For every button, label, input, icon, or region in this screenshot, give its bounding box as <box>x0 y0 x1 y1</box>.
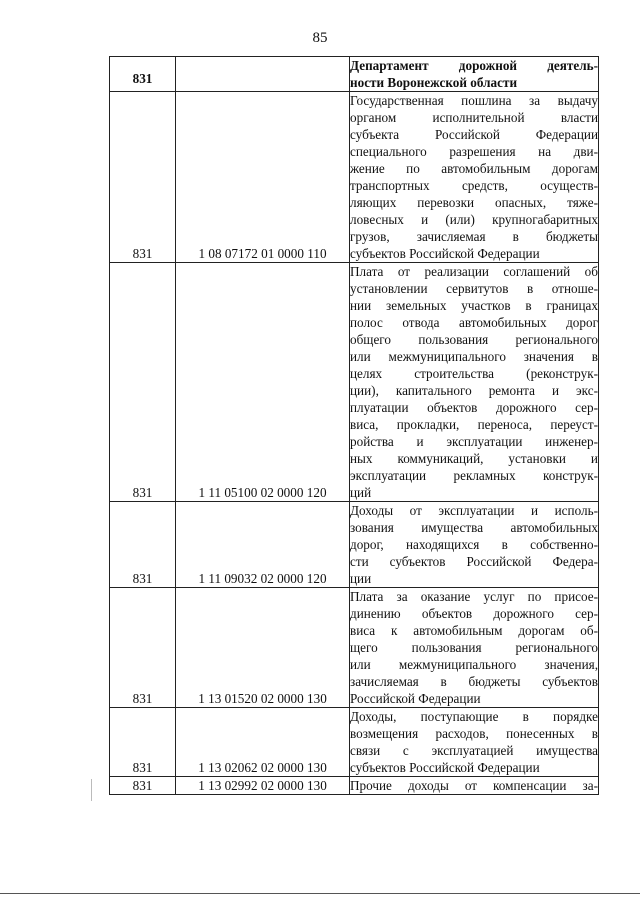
revenue-name-line: дорог, находящихся в собственно- <box>350 537 598 552</box>
revenue-name-line: Государственная пошлина за выдачу <box>350 93 598 108</box>
admin-code-cell: 831 <box>110 92 176 263</box>
revenue-name-line: виса, прокладки, переноса, переуст- <box>350 417 598 432</box>
page-number: 85 <box>312 30 328 46</box>
budget-classification-code-cell: 1 13 02992 02 0000 130 <box>176 777 350 795</box>
budget-classification-code-cell: 1 11 05100 02 0000 120 <box>176 263 350 502</box>
revenue-name-line: Доходы от эксплуатации и исполь- <box>350 503 598 518</box>
revenue-name-line: эксплуатации рекламных конструк- <box>350 468 598 483</box>
table-row <box>110 777 599 795</box>
revenue-name-line: Прочие доходы от компенсации за- <box>350 778 598 793</box>
table-row <box>110 263 599 502</box>
revenue-codes-table <box>109 56 599 795</box>
revenue-name-line: полос отвода автомобильных дорог <box>350 315 598 330</box>
revenue-name-line: плуатации объектов дорожного сер- <box>350 400 598 415</box>
header-name-line: Департамент дорожной деятель- <box>350 58 598 73</box>
margin-mark <box>91 779 92 801</box>
revenue-name-line: сти субъектов Российской Федера- <box>350 554 598 569</box>
revenue-name-line: нии земельных участков в границах <box>350 298 598 313</box>
revenue-name-line: органом исполнительной власти <box>350 110 598 125</box>
revenue-name-line: специального разрешения на дви- <box>350 144 598 159</box>
table-row <box>110 588 599 708</box>
revenue-name-cell <box>350 263 599 502</box>
admin-code-cell: 831 <box>110 708 176 777</box>
revenue-name-cell <box>350 708 599 777</box>
revenue-name-line: грузов, зачисляемая в бюджеты <box>350 229 598 244</box>
revenue-name-cell <box>350 588 599 708</box>
revenue-name-line: транспортных средств, осуществ- <box>350 178 598 193</box>
revenue-name-line: связи с эксплуатацией имущества <box>350 743 598 758</box>
revenue-name-line: субъектов Российской Федерации <box>350 246 540 261</box>
revenue-name-line: динению объектов дорожного сер- <box>350 606 598 621</box>
admin-code-cell: 831 <box>110 263 176 502</box>
budget-classification-code-cell: 1 11 09032 02 0000 120 <box>176 502 350 588</box>
revenue-name-line: целях строительства (реконструк- <box>350 366 598 381</box>
revenue-name-line: ций <box>350 485 372 500</box>
revenue-name-line: возмещения расходов, понесенных в <box>350 726 598 741</box>
revenue-name-line: Российской Федерации <box>350 691 481 706</box>
revenue-name-line: ловесных и (или) крупногабаритных <box>350 212 598 227</box>
bottom-rule <box>0 893 640 894</box>
revenue-name-line: ляющих перевозки опасных, тяже- <box>350 195 598 210</box>
budget-classification-code-cell: 1 13 01520 02 0000 130 <box>176 588 350 708</box>
revenue-name-line: зачисляемая в бюджеты субъектов <box>350 674 598 689</box>
admin-code-cell: 831 <box>110 588 176 708</box>
revenue-name-cell <box>350 777 599 795</box>
revenue-name-cell <box>350 502 599 588</box>
revenue-name-line: или межмуниципального значения, <box>350 657 598 672</box>
revenue-name-line: виса к автомобильным дорогам об- <box>350 623 598 638</box>
revenue-name-line: Плата от реализации соглашений об <box>350 264 598 279</box>
revenue-name-line: жение по автомобильным дорогам <box>350 161 598 176</box>
revenue-name-line: ных коммуникаций, установки и <box>350 451 598 466</box>
header-admin-code: 831 <box>110 57 176 92</box>
table-header-row <box>110 57 599 92</box>
revenue-name-line: Плата за оказание услуг по присое- <box>350 589 598 604</box>
table-row <box>110 92 599 263</box>
revenue-name-line: Доходы, поступающие в порядке <box>350 709 598 724</box>
revenue-name-line: субъектов Российской Федерации <box>350 760 540 775</box>
revenue-name-line: щего пользования регионального <box>350 640 598 655</box>
revenue-name-line: зования имущества автомобильных <box>350 520 598 535</box>
budget-classification-code-cell: 1 08 07172 01 0000 110 <box>176 92 350 263</box>
revenue-name-line: ции), капитального ремонта и экс- <box>350 383 598 398</box>
admin-code-cell: 831 <box>110 777 176 795</box>
revenue-name-line: установлении сервитутов в отноше- <box>350 281 598 296</box>
revenue-name-cell <box>350 92 599 263</box>
revenue-name-line: субъекта Российской Федерации <box>350 127 598 142</box>
header-name-line: ности Воронежской области <box>350 75 518 90</box>
budget-classification-code-cell: 1 13 02062 02 0000 130 <box>176 708 350 777</box>
table-row <box>110 502 599 588</box>
table-row <box>110 708 599 777</box>
revenue-name-line: общего пользования регионального <box>350 332 598 347</box>
admin-code-cell: 831 <box>110 502 176 588</box>
header-department-name <box>350 57 599 92</box>
revenue-name-line: или межмуниципального значения в <box>350 349 598 364</box>
revenue-name-line: ции <box>350 571 372 586</box>
revenue-name-line: ройства и эксплуатации инженер- <box>350 434 598 449</box>
header-code-cell <box>176 57 350 92</box>
